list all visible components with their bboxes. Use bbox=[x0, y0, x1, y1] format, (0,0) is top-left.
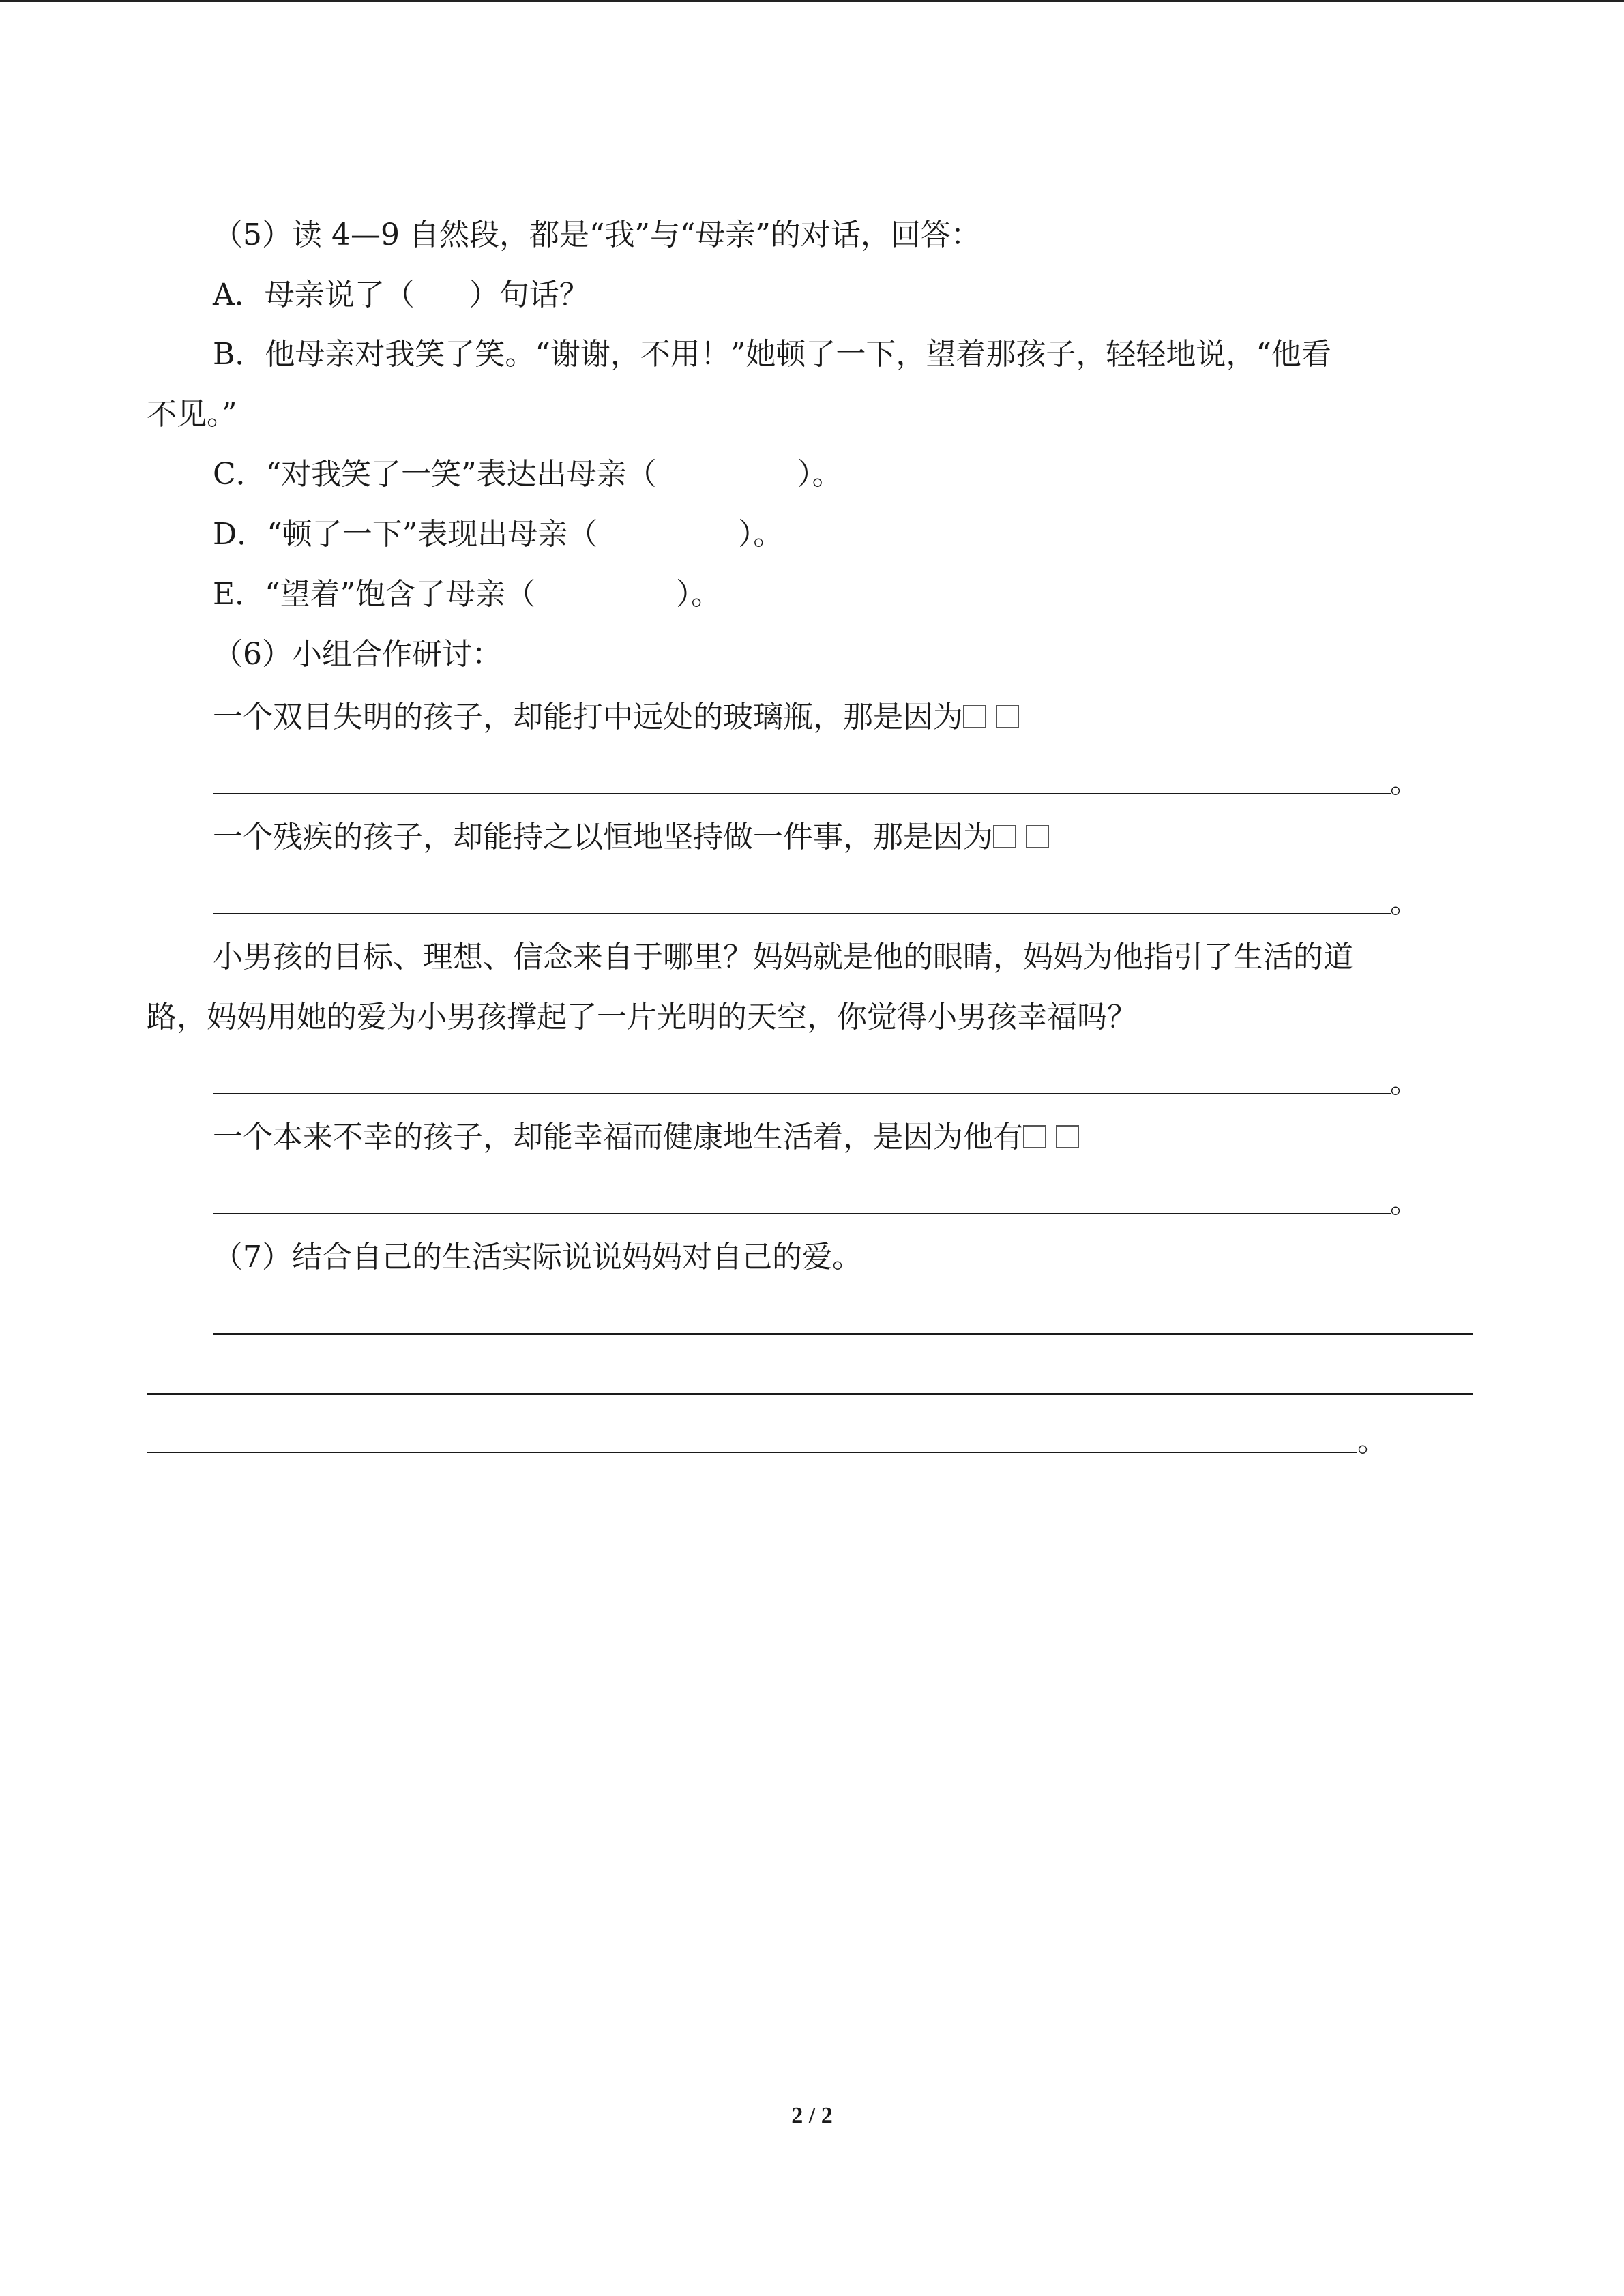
q5-item-e-text-before: E．“望着”饱含了母亲（ bbox=[213, 577, 536, 612]
q5-item-c bbox=[213, 454, 842, 495]
q6-item-2-text: 一个残疾的孩子，却能持之以恒地坚持做一件事，那是因为 bbox=[213, 820, 993, 854]
q5-item-a-text-after: ）句话？ bbox=[469, 278, 589, 312]
q6-item-3-period: 。 bbox=[1390, 1065, 1420, 1100]
q7-answer-line-3[interactable] bbox=[147, 1452, 1357, 1453]
q5-item-d-text-after: ）。 bbox=[738, 517, 784, 552]
q7-intro: （7）结合自己的生活实际说说妈妈对自己的爱。 bbox=[213, 1240, 862, 1274]
q6-item-1-answer-line[interactable] bbox=[213, 793, 1391, 794]
empty-box-icon bbox=[1026, 825, 1049, 848]
q7-answer-line-2[interactable] bbox=[147, 1393, 1473, 1395]
q5-item-b-line-2: 不见。” bbox=[147, 397, 237, 432]
q6-item-2 bbox=[213, 817, 1059, 858]
q6-item-4-text: 一个本来不幸的孩子，却能幸福而健康地生活着，是因为他有 bbox=[213, 1120, 1023, 1154]
q5-item-a-text-before: A．母亲说了（ bbox=[213, 278, 415, 312]
empty-box-icon bbox=[1023, 1125, 1046, 1148]
q6-item-3-line-2: 路，妈妈用她的爱为小男孩撑起了一片光明的天空，你觉得小男孩幸福吗？ bbox=[147, 1000, 1137, 1034]
q7-answer-line-1[interactable] bbox=[213, 1333, 1473, 1335]
empty-box-icon bbox=[963, 705, 986, 728]
q6-item-4-answer-line[interactable] bbox=[213, 1213, 1391, 1214]
q5-item-d-text-before: D．“顿了一下”表现出母亲（ bbox=[213, 517, 598, 552]
q6-item-4-period: 。 bbox=[1390, 1185, 1420, 1220]
q6-intro: （6）小组合作研讨： bbox=[213, 637, 502, 672]
q5-item-b-line-1: B．他母亲对我笑了笑。“谢谢，不用！”她顿了一下，望着那孩子，轻轻地说，“他看 bbox=[213, 337, 1331, 372]
empty-box-icon bbox=[1056, 1125, 1079, 1148]
q6-item-4 bbox=[213, 1117, 1089, 1158]
q5-item-e-text-after: ）。 bbox=[676, 577, 722, 612]
empty-box-icon bbox=[996, 705, 1019, 728]
q6-item-1-period: 。 bbox=[1390, 765, 1420, 800]
q5-intro: （5）读 4—9 自然段，都是“我”与“母亲”的对话，回答： bbox=[213, 218, 981, 252]
q5-item-e bbox=[213, 574, 721, 615]
q6-item-3-line-1: 小男孩的目标、理想、信念来自于哪里？妈妈就是他的眼睛，妈妈为他指引了生活的道 bbox=[213, 940, 1353, 974]
page-number: 2 / 2 bbox=[791, 2103, 833, 2128]
q6-item-1 bbox=[213, 697, 1029, 738]
q7-period: 。 bbox=[1357, 1424, 1387, 1459]
empty-box-icon bbox=[993, 825, 1016, 848]
q5-item-c-text-before: C．“对我笑了一笑”表达出母亲（ bbox=[213, 457, 657, 492]
q6-item-1-text: 一个双目失明的孩子，却能打中远处的玻璃瓶，那是因为 bbox=[213, 700, 963, 734]
q6-item-2-period: 。 bbox=[1390, 885, 1420, 920]
q5-item-a bbox=[213, 275, 589, 316]
q6-item-2-answer-line[interactable] bbox=[213, 913, 1391, 914]
q5-item-d bbox=[213, 514, 783, 555]
q6-item-3-answer-line[interactable] bbox=[213, 1093, 1391, 1094]
q5-item-c-text-after: ）。 bbox=[797, 457, 842, 492]
